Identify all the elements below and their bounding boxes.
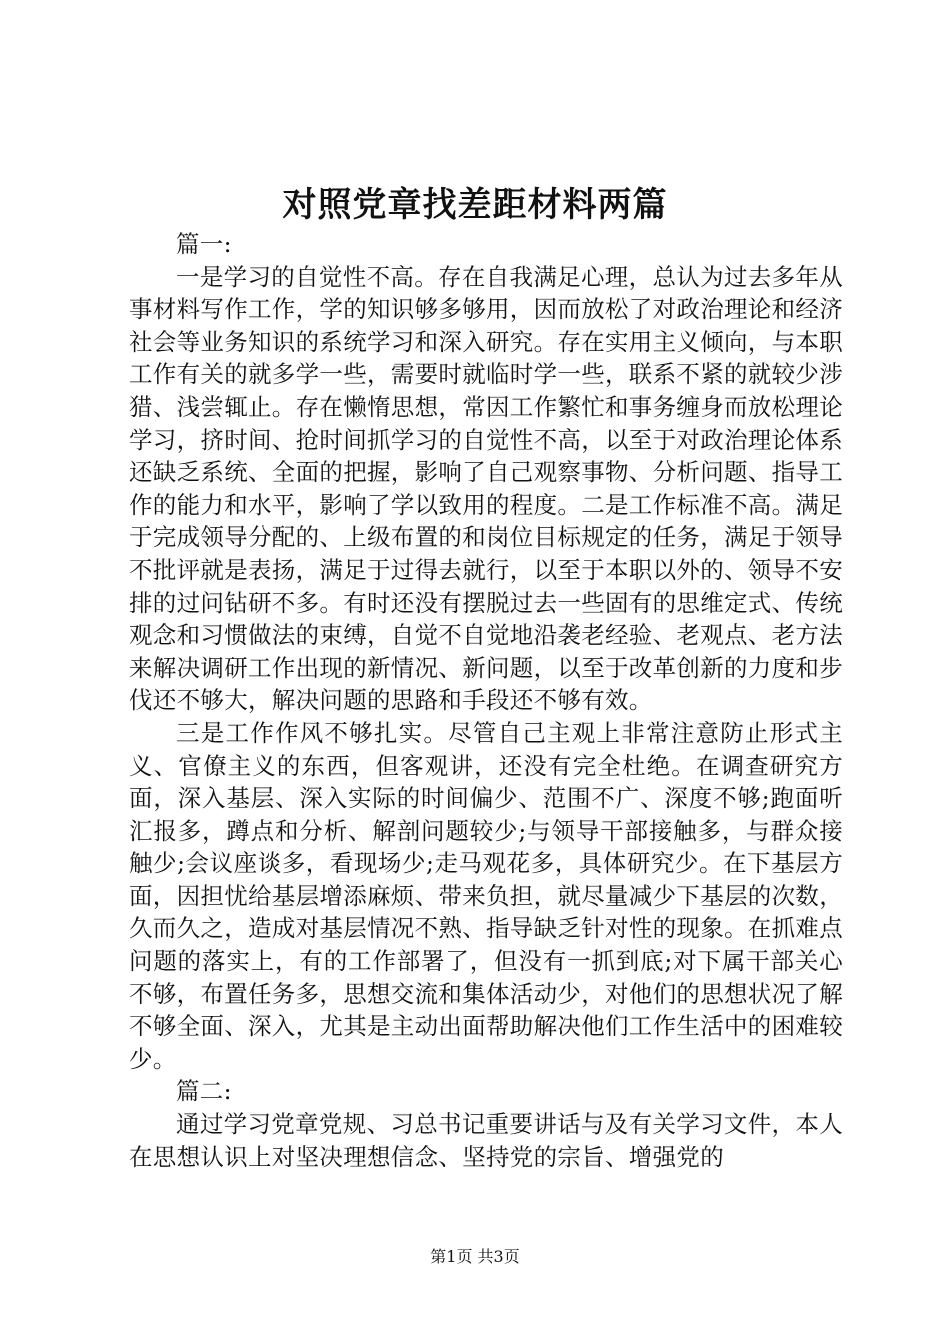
body-paragraph: 通过学习党章党规、习总书记重要讲话与及有关学习文件，本人在思想认识上对坚决理想信念、坚持党的宗旨、增强党的 — [129, 1110, 843, 1171]
page-footer: 第1页 共3页 — [430, 1247, 520, 1266]
body-paragraph: 三是工作作风不够扎实。尽管自己主观上非常注意防止形式主义、官僚主义的东西，但客观讲，还没有完全杜绝。在调查研究方面，深入基层、深入实际的时间偏少、范围不广、深度不够;跑面听汇报多，蹲点和分析、解剖问题较少;与领导干部接触多，与群众接触少;会议座谈多，看现场少;走马观花多，具体研究少。在下基层方面，因担忧给基层增添麻烦、带来负担，就尽量减少下基层的次数，久而久之，造成对基层情况不熟、指导缺乏针对性的现象。在抓难点问题的落实上，有的工作部署了，但没有一抓到底;对下属干部关心不够，布置任务多，思想交流和集体活动少，对他们的思想状况了解不够全面、深入，尤其是主动出面帮助解决他们工作生活中的困难较少。 — [129, 718, 843, 1073]
body-paragraph: 一是学习的自觉性不高。存在自我满足心理，总认为过去多年从事材料写作工作，学的知识够多够用，因而放松了对政治理论和经济社会等业务知识的系统学习和深入研究。存在实用主义倾向，与本职工作有关的就多学一些，需要时就临时学一些，联系不紧的就较少涉猎、浅尝辄止。存在懒惰思想，常因工作繁忙和事务缠身而放松理论学习，挤时间、抢时间抓学习的自觉性不高，以至于对政治理论体系还缺乏系统、全面的把握，影响了自己观察事物、分析问题、指导工作的能力和水平，影响了学以致用的程度。二是工作标准不高。满足于完成领导分配的、上级布置的和岗位目标规定的任务，满足于领导不批评就是表扬，满足于过得去就行，以至于本职以外的、领导不安排的过问钻研不多。有时还没有摆脱过去一些固有的思维定式、传统观念和习惯做法的束缚，自觉不自觉地沿袭老经验、老观点、老方法来解决调研工作出现的新情况、新问题，以至于改革创新的力度和步伐还不够大，解决问题的思路和手段还不够有效。 — [129, 262, 843, 715]
section-heading-1: 篇一: — [176, 230, 232, 258]
section-heading-2: 篇二: — [176, 1077, 232, 1106]
document-body — [129, 228, 843, 1173]
document-title: 对照党章找差距材料两篇 — [282, 185, 668, 225]
